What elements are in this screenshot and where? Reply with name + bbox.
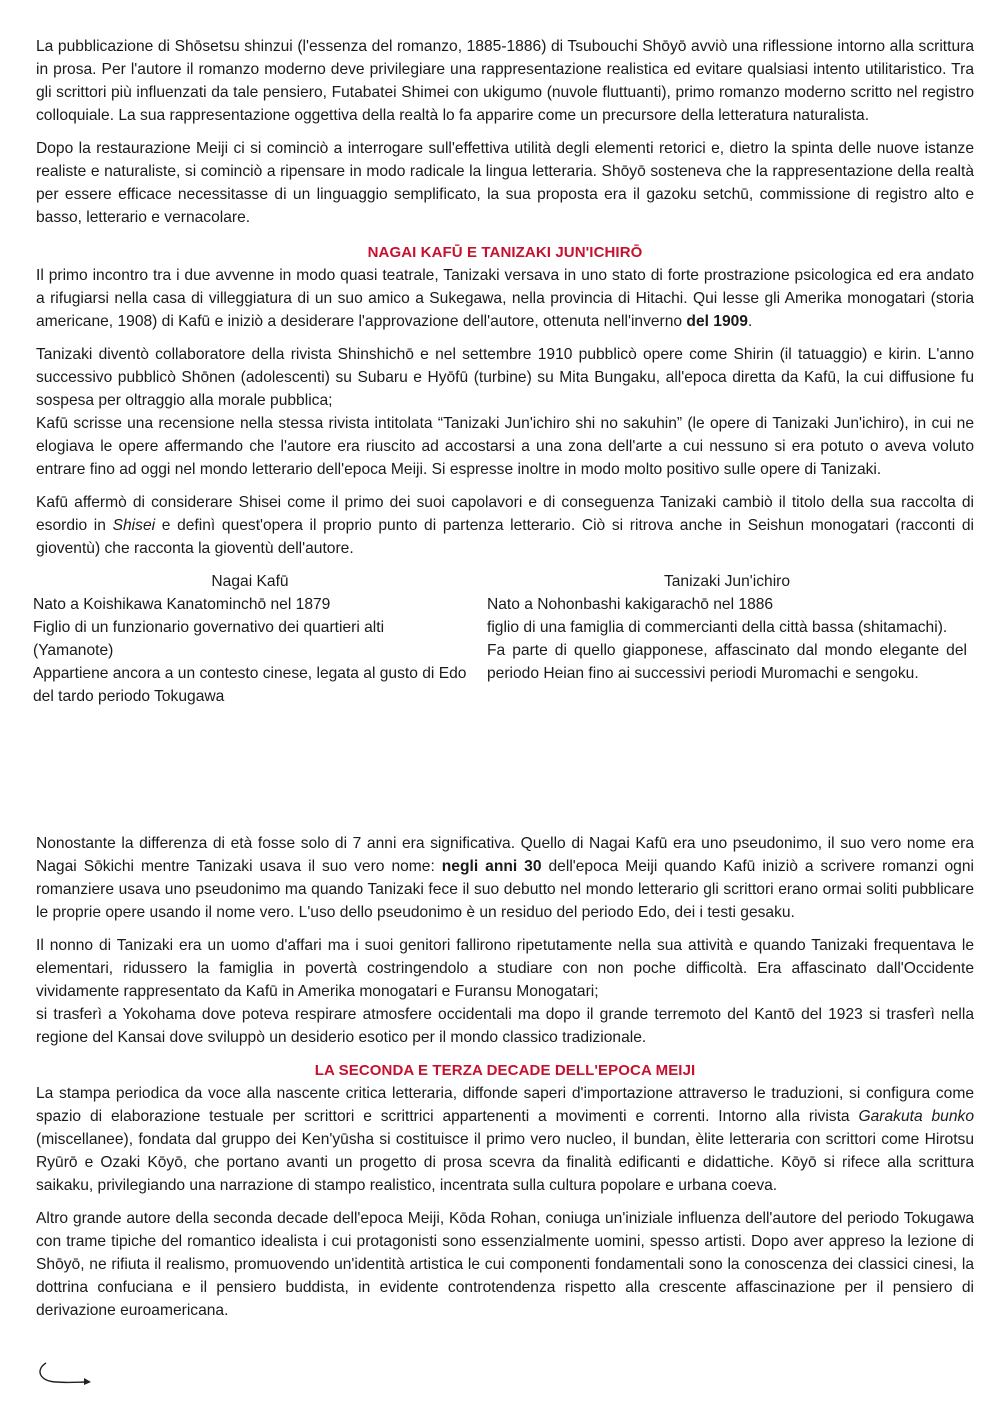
curved-arrow-icon xyxy=(34,1361,98,1389)
section-heading-decadi-meiji: LA SECONDA E TERZA DECADE DELL'EPOCA MEIJI xyxy=(314,1062,696,1079)
paragraph-koda-rohan: Altro grande autore della seconda decade dell'epoca Meiji, Kōda Rohan, coniuga un'iniziale influenza dell'autore del periodo Tokugawa con trame tipiche del romantico idealista i cui protagonisti sono essenzialmente uomini, spesso artisti. Dopo aver appreso la lezione di Shōyō, ne rifiuta il realismo, promuovendo un'identità artistica le cui componenti fondamentali sono la conoscenza dei classici cinesi, la dottrina confuciana e il pensiero buddista, in evidente controtendenza rispetto alla crescente affascinazione per il pensiero di derivazione euroamericana. xyxy=(36,1210,974,1319)
column-header-kafu: Nagai Kafū xyxy=(211,573,289,590)
paragraph-stampa-periodica: La stampa periodica da voce alla nascente critica letteraria, diffonde saperi d'importazione attraverso le traduzioni, si configura come spazio di elaborazione testuale per scrittori e scrittrici appartenenti a movimenti e correnti. Intorno alla rivista Garakuta bunko (miscellanee), fondata dal gruppo dei Ken'yūsha si costituisce il primo vero nucleo, il bundan, èlite letteraria con scrittori come Hirotsu Ryūrō e Ozaki Kōyō, che portano avanti un progetto di prosa scevra da finalità edificanti e didattiche. Kōyō si rifece alla scrittura saikaku, privilegiando una narrazione di stampo realistico, incentrata sulla cultura popolare e urbana coeva. xyxy=(36,1085,974,1194)
tanizaki-family-line: figlio di una famiglia di commercianti della città bassa (shitamachi). xyxy=(487,619,948,636)
paragraph-nonno-tanizaki: Il nonno di Tanizaki era un uomo d'affari ma i suoi genitori fallirono ripetutamente nella sua attività e quando Tanizaki frequentava le elementari, ridussero la famiglia in povertà costringendolo a studiare con non poche difficoltà. Era affascinato dall'Occidente vividamente rappresentato da Kafū in Amerika monogatari e Furansu Monogatari; xyxy=(36,937,974,1000)
paragraph-recensione-kafu: Kafū scrisse una recensione nella stessa rivista intitolata “Tanizaki Jun'ichiro shi no sakuhin” (le opere di Tanizaki Jun'ichiro), in cui ne elogiava le opere affermando che l'autore era riuscito ad accostarsi a una zona dell'arte a cui nessuno si era potuto o aveva voluto entrare fino ad oggi nel mondo letterario dell'epoca Meiji. Si espresse inoltre in modo molto positivo sulle opere di Tanizaki. xyxy=(36,415,974,478)
paragraph-yokohama: si trasferì a Yokohama dove poteva respirare atmosfere occidentali ma dopo il grande terremoto del Kantō del 1923 si trasferì nella regione del Kansai dove sviluppò un desiderio esotico per il mondo classico tradizionale. xyxy=(36,1006,974,1046)
tanizaki-context-line: Fa parte di quello giapponese, affascinato dal mondo elegante del periodo Heian fino ai successivi periodi Muromachi e sengoku. xyxy=(487,642,967,682)
kafu-family-line: Figlio di un funzionario governativo dei quartieri alti (Yamanote) xyxy=(33,619,385,659)
bold-year: del 1909 xyxy=(686,313,748,330)
kafu-birth-line: Nato a Koishikawa Kanatominchō nel 1879 xyxy=(33,596,331,613)
document-page xyxy=(33,35,975,770)
paragraph-primo-incontro: Il primo incontro tra i due avvenne in modo quasi teatrale, Tanizaki versava in uno stato di forte prostrazione psicologica ed era andato a rifugiarsi nella casa di villeggiatura di un suo amico a Sukegawa, nella provincia di Hitachi. Qui lesse gli Amerika monogatari (storia americane, 1908) di Kafū e iniziò a desiderare l'approvazione dell'autore, ottenuta nell'inverno del 1909. xyxy=(36,267,974,330)
paragraph-shinshicho: Tanizaki diventò collaboratore della rivista Shinshichō e nel settembre 1910 pubblicò opere come Shirin (il tatuaggio) e kirin. L'anno successivo pubblicò Shōnen (adolescenti) su Subaru e Hyōfū (turbine) su Mita Bungaku, all'epoca diretta da Kafū, la cui diffusione fu sospesa per oltraggio alla morale pubblica; xyxy=(36,346,974,409)
comparison-table xyxy=(33,570,977,770)
bold-anni-30: negli anni 30 xyxy=(441,858,542,875)
column-header-tanizaki: Tanizaki Jun'ichiro xyxy=(663,573,791,590)
paragraph-shosetsu-shinzui: La pubblicazione di Shōsetsu shinzui (l'essenza del romanzo, 1885-1886) di Tsubouchi Shōyō avviò una riflessione intorno alla scrittura in prosa. Per l'autore il romanzo moderno deve privilegiare una rappresentazione realistica ed evitare qualsiasi intento utilitaristico. Tra gli scrittori più influenzati da tale pensiero, Futabatei Shimei con ukigumo (nuvole fluttuanti), primo romanzo moderno scritto nel registro colloquiale. La sua rappresentazione oggettiva della realtà lo fa apparire come un precursore della letteratura naturalista. xyxy=(36,38,974,124)
paragraph-restaurazione-meiji: Dopo la restaurazione Meiji ci si cominciò a interrogare sull'effettiva utilità degli elementi retorici e, dietro la spinta delle nuove istanze realiste e naturaliste, si cominciò a ripensare in modo radicale la lingua letteraria. Shōyō sosteneva che la rappresentazione della realtà per essere efficace necessitasse di un linguaggio semplificato, la sua proposta era il gazoku setchū, commissione di registro alto e basso, letterario e vernacolare. xyxy=(36,140,974,226)
kafu-context-line: Appartiene ancora a un contesto cinese, legata al gusto di Edo del tardo periodo Tokugawa xyxy=(33,665,467,705)
italic-title-garakuta: Garakuta bunko xyxy=(858,1108,974,1125)
comparison-column-kafu xyxy=(33,570,467,708)
tanizaki-birth-line: Nato a Nohonbashi kakigarachō nel 1886 xyxy=(487,596,774,613)
paragraph-shisei: Kafū affermò di considerare Shisei come il primo dei suoi capolavori e di conseguenza Tanizaki cambiò il titolo della sua raccolta di esordio in Shisei e definì quest'opera il proprio punto di partenza letterario. Ciò si ritrova anche in Seishun monogatari (racconti di gioventù) che racconta la gioventù dell'autore. xyxy=(36,494,975,557)
section-heading-kafu-tanizaki: NAGAI KAFŪ E TANIZAKI JUN'ICHIRŌ xyxy=(367,244,643,261)
paragraph-differenza-eta: Nonostante la differenza di età fosse solo di 7 anni era significativa. Quello di Nagai Kafū era uno pseudonimo, il suo vero nome era Nagai Sōkichi mentre Tanizaki usava il suo vero nome: negli anni 30 dell'epoca Meiji quando Kafū iniziò a scrivere romanzi ogni romanziere usava uno pseudonimo ma quando Tanizaki fece il suo debutto nel mondo letterario gli scrittori erano ormai soliti pubblicare le proprie opere usando il nome vero. L'uso dello pseudonimo è un residuo del periodo Edo, dei i testi gesaku. xyxy=(36,835,974,921)
document-continuation xyxy=(36,832,974,1332)
italic-title-shisei: Shisei xyxy=(112,517,156,534)
comparison-column-tanizaki xyxy=(487,570,967,685)
